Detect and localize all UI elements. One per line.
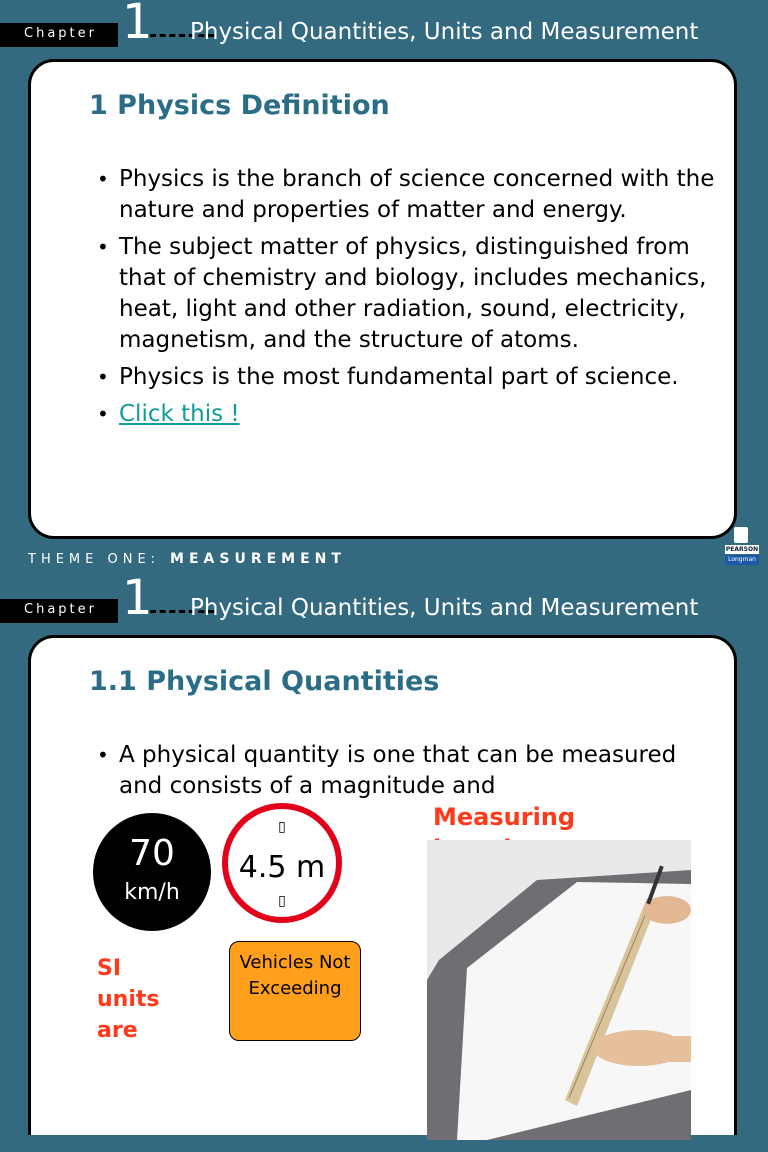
slide-2: [0, 570, 768, 1152]
content-card: [28, 635, 737, 1135]
chapter-number: 1: [122, 570, 153, 626]
chapter-title: Physical Quantities, Units and Measurement: [190, 19, 699, 45]
footer-theme: THEME ONE:: [28, 552, 161, 567]
chapter-label: Chapter: [24, 602, 97, 617]
chapter-label: Chapter: [24, 26, 97, 41]
logo-longman-text: Longman: [725, 555, 759, 565]
chapter-title: Physical Quantities, Units and Measurement: [190, 595, 699, 621]
bullet-item: • A physical quantity is one that can be measured and consists of a magnitude and: [97, 740, 717, 802]
bullet-item: • The subject matter of physics, distinguished from that of chemistry and biology, includes mechanics, heat, light and other radiation, sound, electricity, magnetism, and the structure of atoms.: [97, 232, 717, 356]
height-limit-sign: [222, 803, 342, 923]
measuring-label: Measuring: [433, 803, 576, 831]
si-units-label: SI units are: [97, 956, 160, 1043]
footer-topic: MEASUREMENT: [170, 551, 346, 567]
slide-title: 1.1 Physical Quantities: [89, 666, 440, 697]
ruler-photo: [427, 840, 691, 1140]
bullet-item-link: [97, 399, 717, 430]
bullet-list: [97, 164, 717, 436]
footer: [28, 551, 346, 567]
publisher-emblem-icon: [734, 527, 748, 543]
click-this-link[interactable]: Click this !: [119, 401, 240, 427]
pearson-logo: [725, 527, 759, 567]
arrow-down-icon: ▯: [278, 893, 286, 909]
arrow-up-icon: ▯: [278, 819, 286, 835]
ruler-measuring-image: [427, 840, 691, 1140]
speed-unit: km/h: [124, 880, 180, 905]
vehicles-callout: Vehicles Not Exceeding: [229, 941, 361, 1041]
height-value: 4.5 m: [238, 850, 326, 885]
logo-pearson-text: PEARSON: [725, 546, 759, 553]
content-card: [28, 59, 737, 539]
speed-value: 70: [129, 833, 175, 874]
bullet-list: [97, 740, 717, 808]
speed-limit-sign: [93, 813, 211, 931]
bullet-item: • Physics is the most fundamental part of science.: [97, 362, 717, 393]
bullet-item: • Physics is the branch of science concerned with the nature and properties of matter and energy.: [97, 164, 717, 226]
slide-title: 1 Physics Definition: [89, 90, 390, 121]
chapter-number: 1: [122, 0, 153, 50]
